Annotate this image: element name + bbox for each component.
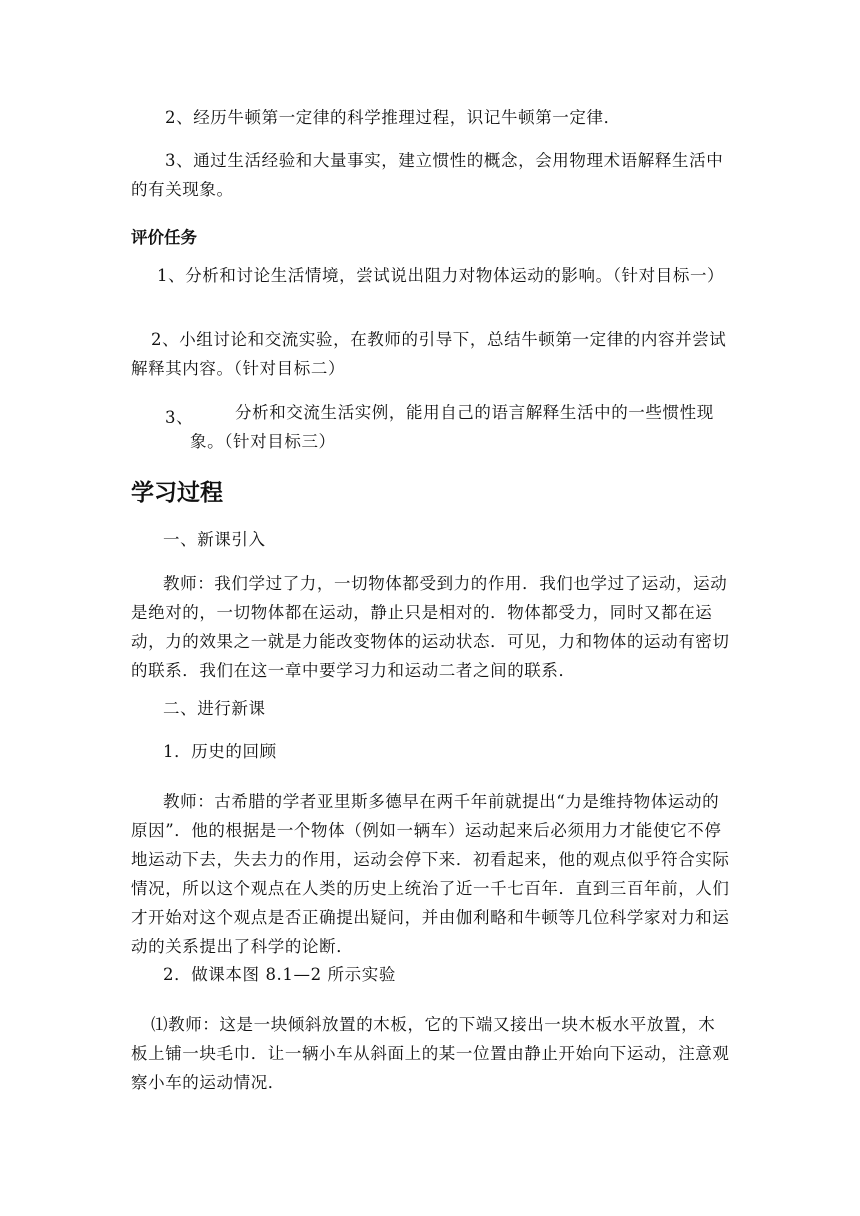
subsection-2-title: 2．做课本图 8.1—2 所示实验: [163, 965, 396, 984]
learning-process-heading: 学习过程: [131, 480, 223, 506]
subsection-1-title: 1．历史的回顾: [163, 742, 277, 761]
evaluation-task-3-number: 3、: [165, 408, 194, 427]
section-1-title: 一、新课引入: [163, 530, 266, 549]
evaluation-task-1: 1、分析和讨论生活情境，尝试说出阻力对物体运动的影响。（针对目标一）: [157, 266, 725, 285]
section-2-title: 二、进行新课: [163, 699, 266, 718]
objective-3: 3、通过生活经验和大量事实，建立惯性的概念，会用物理术语解释生活中的有关现象。: [131, 151, 724, 199]
evaluation-heading: 评价任务: [131, 228, 197, 247]
evaluation-task-2: 2、小组讨论和交流实验，在教师的引导下，总结牛顿第一定律的内容并尝试解释其内容。（针对目标二）: [131, 330, 727, 378]
subsection-1-text: 教师：古希腊的学者亚里斯多德早在两千年前就提出“力是维持物体运动的原因”．他的根据是一个物体（例如一辆车）运动起来后必须用力才能使它不停地运动下去，失去力的作用，运动会停下来．初看起来，他的观点似乎符合实际情况，所以这个观点在人类的历史上统治了近一千七百年．直到三百年前，人们才开始对这个观点是否正确提出疑问，并由伽利略和牛顿等几位科学家对力和运动的关系提出了科学的论断．: [131, 792, 730, 956]
objective-2: 2、经历牛顿第一定律的科学推理过程，识记牛顿第一定律．: [165, 108, 621, 127]
subsection-2-text: ⑴教师：这是一块倾斜放置的木板，它的下端又接出一块木板水平放置，木板上铺一块毛巾．让一辆小车从斜面上的某一位置由静止开始向下运动，注意观察小车的运动情况．: [131, 1015, 730, 1092]
section-1-text: 教师：我们学过了力，一切物体都受到力的作用．我们也学过了运动，运动是绝对的，一切物体都在运动，静止只是相对的．物体都受力，同时又都在运动，力的效果之一就是力能改变物体的运动状态．可见，力和物体的运动有密切的联系．我们在这一章中要学习力和运动二者之间的联系．: [131, 574, 730, 680]
evaluation-task-3-text: 分析和交流生活实例，能用自己的语言解释生活中的一些惯性现象。（针对目标三）: [190, 403, 714, 451]
